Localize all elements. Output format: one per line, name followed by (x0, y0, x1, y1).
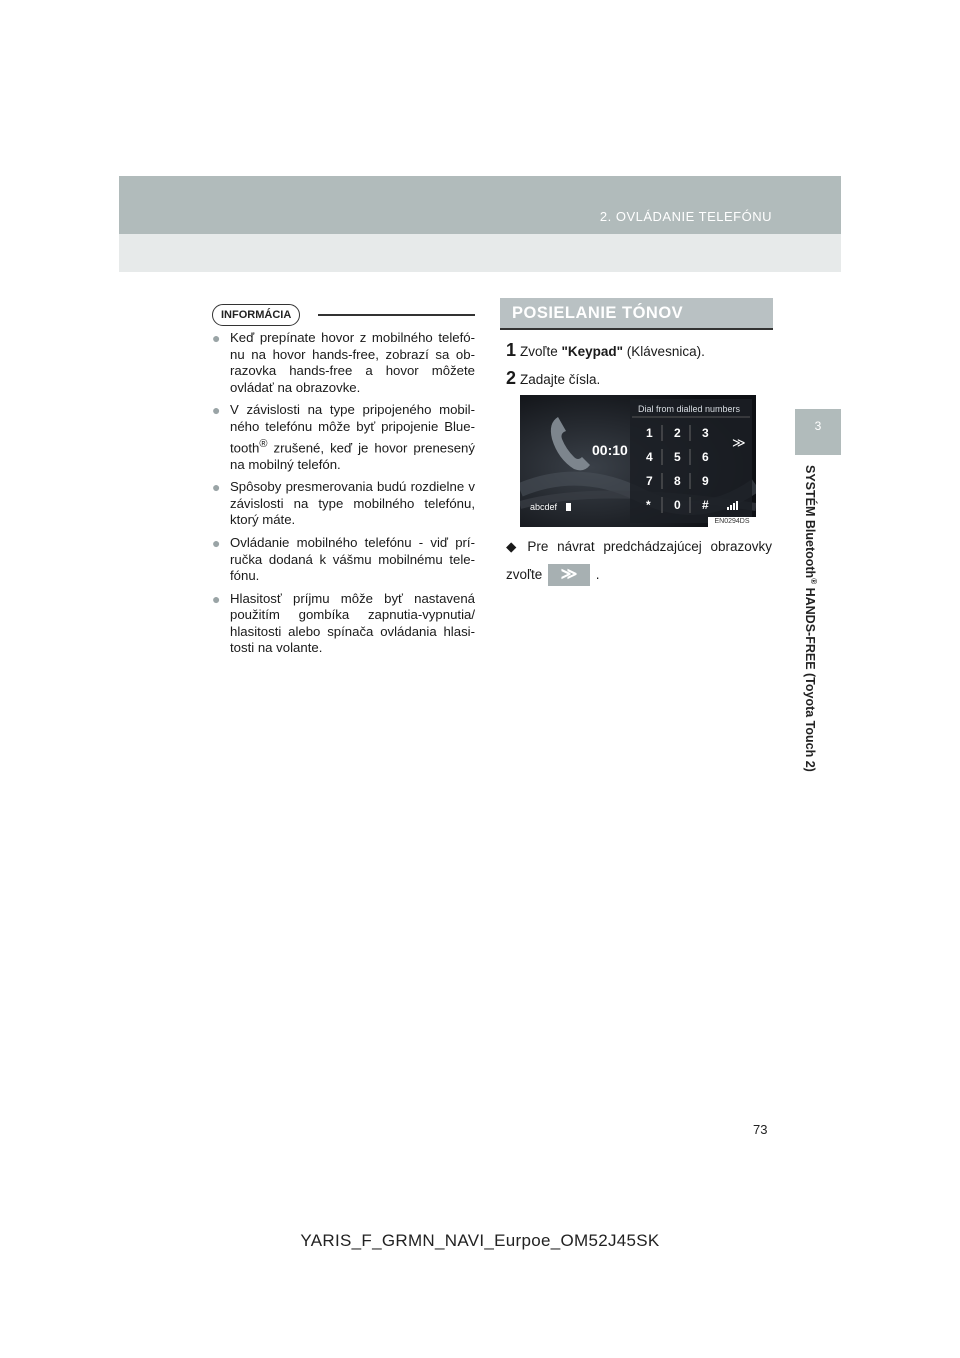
abc-label: abcdef (530, 502, 558, 512)
tones-section-header (500, 298, 773, 330)
step-2: 2 Zadajte čísla. (506, 368, 601, 388)
keypad-key-11: 0 (674, 498, 681, 512)
keypad-key-12: # (702, 498, 709, 512)
tones-title: POSIELANIE TÓNOV (512, 304, 684, 322)
header-band (119, 176, 841, 234)
battery-icon (566, 503, 571, 511)
bullet-icon: ● (212, 330, 221, 346)
section-title: 2. OVLÁDANIE TELEFÓNU (599, 209, 772, 224)
keypad-key-3: 3 (702, 426, 709, 440)
info-item: ● Ovládanie mobilného telefónu - viď prí-ručka dodaná k vášmu mobilnému tele-fónu. (212, 534, 475, 584)
header-light-band (119, 234, 841, 272)
keypad-key-8: 8 (674, 474, 681, 488)
screen-header: Dial from dialled numbers (638, 404, 741, 414)
forward-icon: ≫ (732, 436, 746, 451)
keypad-key-10: * (646, 498, 651, 512)
bullet-icon: ● (212, 402, 221, 419)
forward-button-icon: ≫ (548, 564, 590, 586)
diamond-icon: ◆ (506, 539, 522, 554)
image-code: EN0294DS (708, 517, 756, 527)
call-timer: 00:10 (592, 442, 628, 458)
info-item: ● Spôsoby presmerovania budú rozdielne v závislosti na type mobilného telefónu, ktorý máte. (212, 479, 475, 528)
return-note: ◆ Pre návrat predchádzajúcej obrazovky zvoľte ≫ . (506, 533, 772, 589)
bullet-icon: ● (212, 479, 221, 496)
chapter-number: 3 (814, 419, 822, 433)
keypad-key-5: 5 (674, 450, 681, 464)
info-list (212, 330, 475, 663)
keypad-screenshot (520, 395, 756, 527)
info-item: ● V závislosti na type pripojeného mobil-ného telefónu môže byť pripojenie Blue-tooth® zrušené, keď je hovor prenesený na mobilný telefón. (212, 402, 475, 472)
chapter-label: SYSTÉM Bluetooth® HANDS-FREE (Toyota Touch 2) (802, 465, 818, 772)
keypad-key-4: 4 (646, 450, 653, 464)
step-1: 1 Zvoľte "Keypad" (Klávesnica). (506, 340, 705, 360)
info-item: ● Keď prepínate hovor z mobilného telefó-nu na hovor hands-free, zobrazí sa ob-razovka hands-free a hovor môžete ovládať na obrazovke. (212, 330, 475, 395)
info-item: ● Hlasitosť príjmu môže byť nastavená použitím gombíka zapnutia-vypnutia/ hlasitosti alebo spínača ovládania hlasi-tosti na volante. (212, 590, 475, 656)
bullet-icon: ● (212, 534, 221, 551)
keypad-key-6: 6 (702, 450, 709, 464)
info-divider (318, 314, 475, 316)
keypad-key-1: 1 (646, 426, 653, 440)
info-title: INFORMÁCIA (212, 304, 300, 326)
document-code: YARIS_F_GRMN_NAVI_Eurpoe_OM52J45SK (300, 1231, 660, 1250)
page-number: 73 (753, 1122, 768, 1137)
bullet-icon: ● (212, 590, 221, 607)
keypad-key-2: 2 (674, 426, 681, 440)
keypad-key-9: 9 (702, 474, 709, 488)
keypad-key-7: 7 (646, 474, 653, 488)
